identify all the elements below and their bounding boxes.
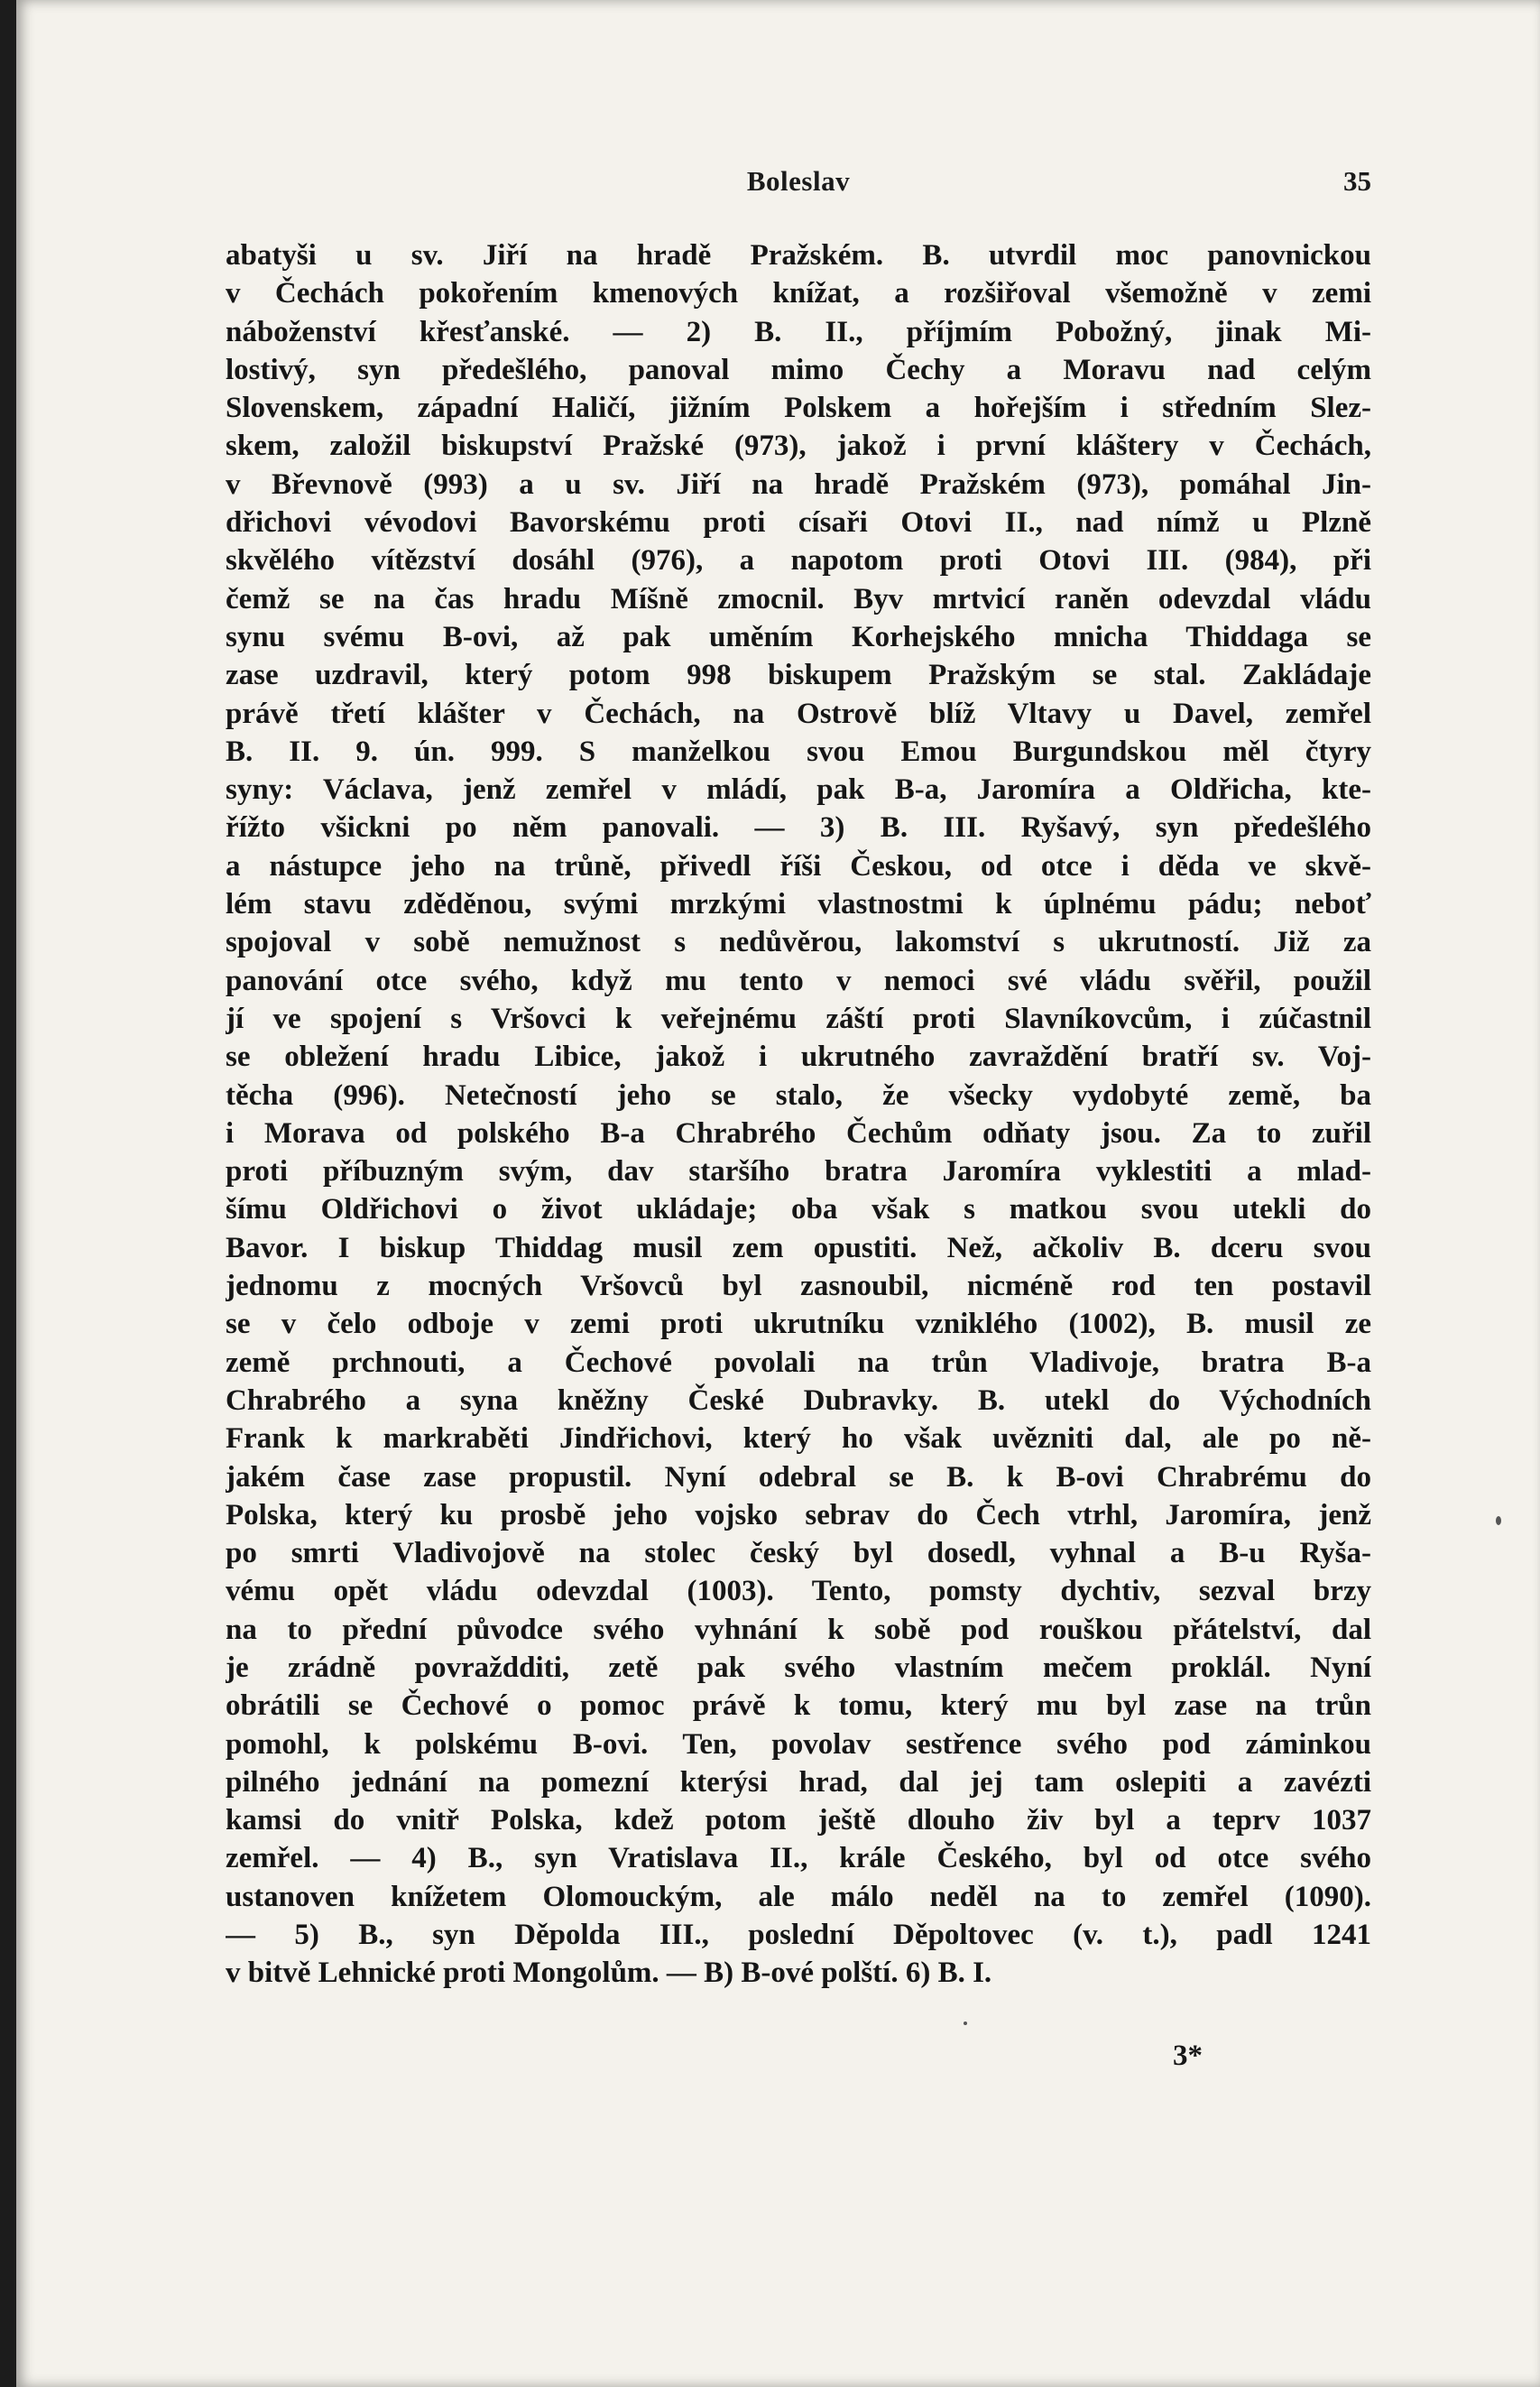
text-line: jednomu z mocných Vršovců byl zasnoubil, nicméně rod ten postavil <box>226 1270 1371 1303</box>
text-line: v bitvě Lehnické proti Mongolům. — B) B-ové polští. 6) B. I. <box>226 1957 992 1990</box>
text-line: skvělého vítězství dosáhl (976), a napotom proti Otovi III. (984), při <box>226 544 1371 578</box>
text-line: na to přední původce svého vyhnání k sobě pod rouškou přátelství, dal <box>226 1613 1371 1646</box>
text-line: po smrti Vladivojově na stolec český byl dosedl, vyhnal a B-u Ryša- <box>226 1537 1371 1570</box>
text-line: obrátili se Čechové o pomoc právě k tomu, který mu byl zase na trůn <box>226 1689 1371 1723</box>
text-line: se v čelo odboje v zemi proti ukrutníku vzniklého (1002), B. musil ze <box>226 1308 1371 1341</box>
text-line: jí ve spojení s Vršovci k veřejnému záští proti Slavníkovcům, i zúčastnil <box>226 1002 1371 1035</box>
body-text <box>226 236 1371 1993</box>
text-line: spojoval v sobě nemužnost s nedůvěrou, lakomství s ukrutností. Již za <box>226 926 1371 959</box>
text-line: Chrabrého a syna kněžny České Dubravky. B. utekl do Východních <box>226 1383 1371 1417</box>
text-line: zase uzdravil, který potom 998 biskupem Pražským se stal. Zakládaje <box>226 659 1371 692</box>
text-line: Polska, který ku prosbě jeho vojsko sebrav do Čech vtrhl, Jaromíra, jenž <box>226 1498 1371 1531</box>
text-line: a nástupce jeho na trůně, přivedl říši Českou, od otce i děda ve skvě- <box>226 849 1371 883</box>
text-line: — 5) B., syn Děpolda III., poslední Děpoltovec (v. t.), padl 1241 <box>226 1919 1371 1952</box>
text-line: dřichovi vévodovi Bavorskému proti císaři Otovi II., nad nímž u Plzně <box>226 506 1371 540</box>
text-line: lém stavu zděděnou, svými mrzkými vlastnostmi k úplnému pádu; neboť <box>226 888 1371 921</box>
running-head-title: Boleslav <box>746 165 851 197</box>
folio-signature: 3* <box>1173 2040 1203 2072</box>
text-line: pilného jednání na pomezní kterýsi hrad, dal jej tam oslepiti a zavézti <box>226 1765 1371 1799</box>
text-line: právě třetí klášter v Čechách, na Ostrově blíž Vltavy u Davel, zemřel <box>226 697 1371 730</box>
text-line: země prchnouti, a Čechové povolali na trůn Vladivoje, bratra B-a <box>226 1346 1371 1379</box>
text-line: čemž se na čas hradu Míšně zmocnil. Byv mrtvicí raněn odevzdal vládu <box>226 582 1371 615</box>
text-line: šímu Oldřichovi o život ukládaje; oba však s matkou svou utekli do <box>226 1193 1371 1226</box>
text-line: řížto všickni po něm panovali. — 3) B. III. Ryšavý, syn předešlého <box>226 811 1371 845</box>
text-line: náboženství křesťanské. — 2) B. II., příjmím Pobožný, jinak Mi- <box>226 315 1371 348</box>
text-line: skem, založil biskupství Pražské (973), jakož i první kláštery v Čechách, <box>226 430 1371 463</box>
book-page <box>16 0 1540 2387</box>
text-line: Bavor. I biskup Thiddag musil zem opustiti. Než, ačkoliv B. dceru svou <box>226 1231 1371 1264</box>
text-line: jakém čase zase propustil. Nyní odebral se B. k B-ovi Chrabrému do <box>226 1460 1371 1494</box>
running-head <box>226 165 1371 201</box>
text-line: zemřel. — 4) B., syn Vratislava II., krále Českého, byl od otce svého <box>226 1842 1371 1875</box>
text-line: Slovenskem, západní Haličí, jižním Polskem a hořejším i středním Slez- <box>226 392 1371 425</box>
text-line: proti příbuzným svým, dav staršího bratra Jaromíra vyklestiti a mlad- <box>226 1155 1371 1189</box>
text-line: lostivý, syn předešlého, panoval mimo Čechy a Moravu nad celým <box>226 353 1371 386</box>
text-line: synu svému B-ovi, až pak uměním Korhejského mnicha Thiddaga se <box>226 620 1371 653</box>
text-line: těcha (996). Netečností jeho se stalo, že všecky vydobyté země, ba <box>226 1078 1371 1112</box>
text-line: vému opět vládu odevzdal (1003). Tento, pomsty dychtiv, sezval brzy <box>226 1575 1371 1608</box>
text-line: Frank k markraběti Jindřichovi, který ho však uvězniti dal, ale po ně- <box>226 1422 1371 1456</box>
text-line: v Břevnově (993) a u sv. Jiří na hradě Pražském (973), pomáhal Jin- <box>226 467 1371 501</box>
page-number: 35 <box>1343 165 1371 197</box>
text-line: v Čechách pokořením kmenových knížat, a rozšiřoval všemožně v zemi <box>226 277 1371 310</box>
text-line: je zrádně povraždditi, zetě pak svého vlastním mečem proklál. Nyní <box>226 1651 1371 1684</box>
scan-border <box>0 0 16 2387</box>
scan-speck <box>964 2022 967 2025</box>
text-line: i Morava od polského B-a Chrabrého Čechům odňaty jsou. Za to zuřil <box>226 1116 1371 1150</box>
text-line: abatyši u sv. Jiří na hradě Pražském. B. utvrdil moc panovnickou <box>226 239 1371 272</box>
text-line: ustanoven knížetem Olomouckým, ale málo neděl na to zemřel (1090). <box>226 1880 1371 1913</box>
text-line: se obležení hradu Libice, jakož i ukrutného zavraždění bratří sv. Voj- <box>226 1041 1371 1074</box>
text-line: B. II. 9. ún. 999. S manželkou svou Emou Burgundskou měl čtyry <box>226 735 1371 768</box>
text-line: panování otce svého, když mu tento v nemoci své vládu svěřil, použil <box>226 964 1371 997</box>
text-line: kamsi do vnitř Polska, kdež potom ještě dlouho živ byl a teprv 1037 <box>226 1804 1371 1837</box>
scan-speck <box>1496 1516 1501 1525</box>
text-line: syny: Václava, jenž zemřel v mládí, pak B-a, Jaromíra a Oldřicha, kte- <box>226 773 1371 807</box>
text-line: pomohl, k polskému B-ovi. Ten, povolav sestřence svého pod záminkou <box>226 1727 1371 1761</box>
